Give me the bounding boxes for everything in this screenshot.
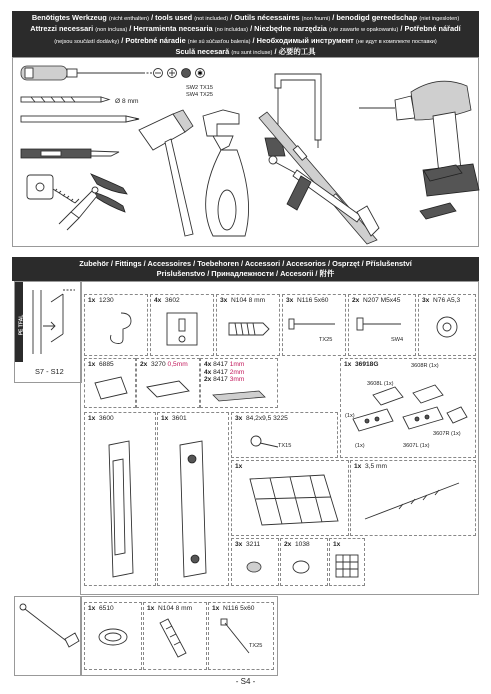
- qty: 4x: [204, 368, 212, 376]
- code: 1038: [295, 541, 310, 548]
- part-1230: [84, 294, 148, 356]
- header-text: / Herramienta necesaria: [127, 24, 215, 34]
- screwdriver-types: [186, 85, 213, 99]
- bolt-icon: [357, 315, 407, 335]
- page-number: - S4 -: [235, 677, 256, 686]
- disc-icon: [291, 559, 321, 579]
- header-text: / Outils nécessaires: [228, 13, 302, 22]
- code: 8417: [211, 368, 230, 376]
- drill-bit-icon: [21, 95, 121, 109]
- part-3602: [150, 294, 214, 356]
- header-text: / Potrebné náradie: [119, 35, 188, 45]
- fittings-header: [12, 257, 479, 281]
- header-text: / Potřebné nářadí: [398, 24, 461, 34]
- drive-type: TX15: [278, 443, 292, 449]
- header-note: (not included): [194, 16, 229, 22]
- code: 3602: [165, 297, 180, 304]
- size: 0,5mm: [167, 361, 188, 368]
- tools-panel: [12, 57, 479, 247]
- part-grid: [329, 538, 365, 586]
- utility-knife-icon: [21, 144, 131, 164]
- header-text: / tools used: [149, 13, 195, 22]
- cap-icon: [244, 559, 274, 579]
- part-3211: [231, 538, 279, 586]
- qty: 3x: [422, 297, 430, 304]
- screwdriver-type-1: SW2 TX15: [186, 85, 213, 91]
- wall-plug-icon: [225, 315, 275, 345]
- part-foil: [231, 460, 349, 536]
- grid-pad-icon: [334, 553, 364, 583]
- qty: 1x: [161, 415, 169, 422]
- handle-icon: [89, 427, 149, 587]
- qty: 4x: [204, 361, 212, 368]
- header-note: (nie sú súčasťou balenia): [187, 38, 251, 45]
- code: 3601: [172, 415, 187, 422]
- qty: 1x: [147, 605, 155, 612]
- code: 8417: [211, 376, 230, 384]
- code: N76 A5,3: [433, 297, 461, 304]
- part-N116: [282, 294, 346, 356]
- label-3607L: 3607L (1x): [403, 443, 430, 449]
- spacer-row: [204, 376, 244, 384]
- screw-head-icons: [153, 67, 213, 87]
- qty: 1x: [88, 361, 96, 368]
- hinge-set-icon: [343, 373, 473, 453]
- part-1038: [280, 538, 328, 586]
- drive-type: TX25: [319, 337, 333, 343]
- tools-header-line-3: [12, 36, 479, 47]
- rod-icon: [15, 597, 81, 667]
- part-N104-b: [143, 602, 207, 670]
- range-label: S7 - S12: [35, 367, 64, 376]
- part-N207: [348, 294, 416, 356]
- qty: 1x: [212, 605, 220, 612]
- qty: 1x: [344, 361, 352, 368]
- code: 1230: [99, 297, 114, 304]
- part-36918G: [340, 358, 476, 458]
- drive-type: TX25: [249, 643, 263, 649]
- header-note: (nicht enthalten): [108, 16, 150, 22]
- header-text: Sculă necesară: [175, 47, 232, 57]
- part-3601: [157, 412, 229, 586]
- header-note: (не идут в комплекте поставки): [355, 38, 437, 45]
- part-3270: [136, 358, 200, 408]
- size: 3mm: [229, 376, 245, 384]
- tools-header: [12, 11, 479, 57]
- label-1x-a: (1x): [355, 443, 365, 449]
- code: 84,2x9,5 3225: [246, 415, 288, 422]
- size: 2mm: [229, 368, 245, 376]
- code: 6885: [99, 361, 114, 368]
- code: 3600: [99, 415, 114, 422]
- qty: 1x: [88, 415, 96, 422]
- part-drill-3-5: [350, 460, 476, 536]
- profile-label: PE TFAL: [18, 314, 25, 336]
- door-profile-diagram: [15, 282, 81, 362]
- qty: 3x: [220, 297, 228, 304]
- qty: 1x: [235, 463, 243, 470]
- fittings-header-line1: Zubehör / Fittings / Accessoires / Toebehoren / Accessori / Accesorios / Osprzęt / Příslušenství: [79, 259, 412, 268]
- header-text: / Необходимый инструмент: [250, 35, 356, 45]
- spacer-icon: [209, 389, 269, 405]
- bottom-side-panel: [14, 596, 82, 676]
- code: N104 8 mm: [158, 605, 193, 612]
- code: 6510: [99, 605, 114, 612]
- code: N116 5x60: [223, 605, 255, 612]
- code: 3211: [246, 541, 261, 548]
- header-note: (nie zawarte w opakowaniu): [328, 27, 399, 34]
- screw-icon: [219, 617, 259, 657]
- drill-bit-label: Ø 8 mm: [115, 98, 139, 105]
- protective-foil-icon: [234, 467, 344, 533]
- header-text: / 必要的工具: [272, 47, 316, 57]
- wall-plug-icon: [154, 619, 194, 659]
- screwdriver-type-2: SW4 TX25: [186, 92, 213, 98]
- qty: 3x: [235, 541, 243, 548]
- battery-block-icons: [418, 163, 468, 243]
- fittings-header-line2: Prislušenstvo / Принадлежности / Accesorii / 附件: [156, 269, 335, 279]
- part-6510: [84, 602, 142, 670]
- end-cap-icon: [95, 625, 135, 655]
- tools-header-line-1: [12, 13, 479, 24]
- shim-icon: [143, 375, 193, 405]
- label-3608L: 3608L (1x): [367, 381, 394, 387]
- code: N116 5x60: [297, 297, 329, 304]
- header-note: (no incluidas): [214, 27, 249, 34]
- code: 3270: [151, 361, 166, 368]
- size: 1mm: [229, 361, 245, 368]
- qty: 2x: [140, 361, 148, 368]
- wall-bracket-icon: [157, 307, 207, 351]
- part-N76: [418, 294, 476, 356]
- header-text: / benodigd gereedschap: [330, 13, 420, 22]
- qty: 3x: [286, 297, 294, 304]
- header-text: / Niezbędne narzędzia: [248, 24, 329, 34]
- header-text: Attrezzi necessari: [30, 24, 96, 34]
- label-3607R: 3607R (1x): [433, 431, 461, 437]
- part-6885: [84, 358, 136, 408]
- header-note: (nejsou součástí dodávky): [54, 38, 120, 45]
- qty: 2x: [352, 297, 360, 304]
- tools-header-line-2: [12, 24, 479, 35]
- hook-icon: [103, 309, 143, 349]
- qty: 2x: [284, 541, 292, 548]
- part-8417: [200, 358, 278, 408]
- qty: 1x: [88, 605, 96, 612]
- svg-text:✱: ✱: [197, 69, 203, 78]
- qty: 4x: [154, 297, 162, 304]
- spacer-row: [204, 361, 244, 369]
- header-note: (nu sunt incluse): [231, 50, 273, 57]
- part-N116-b: [208, 602, 274, 670]
- side-panel: [14, 281, 82, 383]
- spacer-row: [204, 369, 244, 377]
- header-text: Benötigtes Werkzeug: [31, 13, 109, 22]
- washer-icon: [433, 313, 463, 343]
- part-84: [231, 412, 338, 458]
- screw-icon: [289, 315, 339, 335]
- header-note: (non fourni): [301, 16, 331, 22]
- qty: 3x: [235, 415, 243, 422]
- code: 36918G: [355, 361, 379, 368]
- code: 3,5 mm: [365, 463, 387, 470]
- handle-knob-icon: [162, 427, 222, 587]
- drill-bit-small-icon: [359, 473, 469, 533]
- label-1x-b: (1x): [345, 413, 355, 419]
- qty: 1x: [88, 297, 96, 304]
- part-3600: [84, 412, 156, 586]
- header-note: (niet ingesloten): [419, 16, 460, 22]
- qty: 1x: [333, 541, 341, 548]
- label-3608R: 3608R (1x): [411, 363, 439, 369]
- header-note: (non inclusa): [95, 27, 128, 34]
- qty: 2x: [204, 376, 212, 384]
- code: N104 8 mm: [231, 297, 266, 304]
- part-N104: [216, 294, 280, 356]
- code: N207 M5x45: [363, 297, 401, 304]
- sticker-icon: [91, 373, 131, 403]
- qty: 1x: [354, 463, 362, 470]
- drive-type: SW4: [391, 337, 404, 343]
- code: 8417: [211, 361, 230, 368]
